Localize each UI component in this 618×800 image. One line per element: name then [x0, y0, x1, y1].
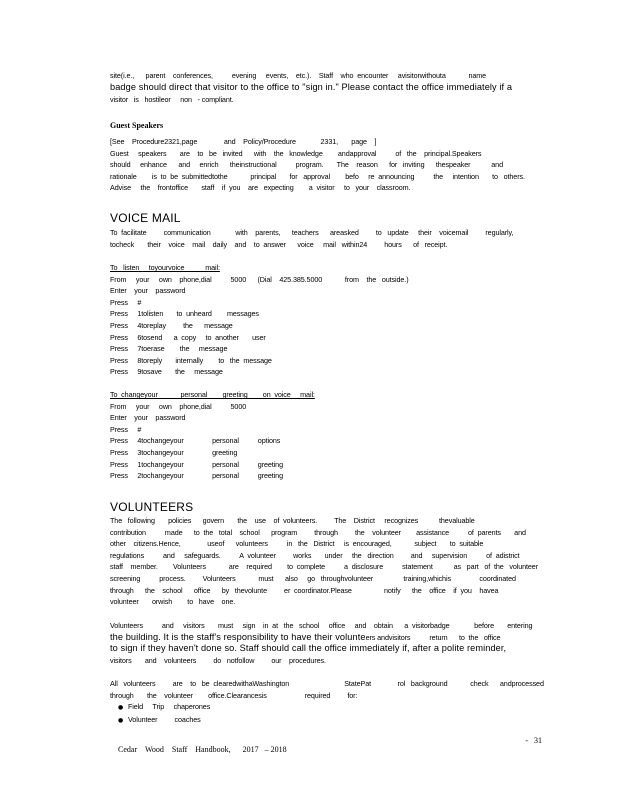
bullet-icon: ●: [118, 716, 124, 724]
text-line: contribution made to the total school program through the volunteer assistance of parents and: [110, 527, 526, 537]
volunteers-heading: VOLUNTEERS: [110, 500, 194, 514]
step-line: Press 6tosend a copy to another user: [110, 332, 266, 342]
step-line: Enter your password: [110, 286, 186, 296]
bullet-text: Volunteer coaches: [128, 714, 201, 724]
step-line: Press #: [110, 424, 142, 434]
text-line: other citizens.Hence, useof volunteers in the District is encouraged, subject to suitable: [110, 539, 484, 549]
voice-mail-intro: [110, 227, 570, 250]
step-line: Press 1tochangeyour personal greeting: [110, 459, 283, 469]
text-line: rationale is to be submittedtothe principal for approval befo re announcing the intention to others.: [110, 171, 525, 181]
text-line: [See Procedure2321,page and Policy/Procedure 2331, page ]: [110, 137, 377, 146]
guest-speakers-body: [110, 136, 570, 194]
text-line: All volunteers are to be clearedwithaWashington StatePat rol background check andprocessed: [110, 679, 544, 688]
text-line: The following policies govern the use of volunteers. The District recognizes thevaluable: [110, 516, 475, 525]
text-line: regulations and safeguards. A volunteer works under the direction and supervision of adistrict: [110, 550, 520, 560]
step-line: From your own phone,dial 5000 (Dial 425.385.5000 from the outside.): [110, 274, 409, 284]
greeting-instructions: [110, 389, 570, 482]
volunteers-para-3: [110, 678, 570, 726]
text-line-mixed: [110, 632, 570, 644]
text-line: Advise the frontoffice staff if you are expecting a visitor to your classroom.: [110, 183, 411, 193]
step-line: Press 4tochangeyour personal options: [110, 436, 281, 446]
listen-title: To listen toyourvoice mail:: [110, 263, 220, 272]
page-number: - 31: [525, 736, 542, 745]
step-line: From your own phone,dial 5000: [110, 401, 247, 411]
text-line: visitors and volunteers do notfollow our procedures.: [110, 655, 326, 665]
text-line: staff member. Volunteers are required to complete a disclosure statement as part of the volunteer: [110, 562, 538, 572]
text-span: ers andvisitors return to the office: [365, 632, 501, 642]
text-line: To facilitate communication with parents, teachers areasked to update their voicemail regularly,: [110, 228, 514, 237]
text-line: tocheck their voice mail daily and to answer voice mail within24 hours of receipt.: [110, 239, 448, 249]
step-line: Press 2tochangeyour personal greeting: [110, 471, 283, 481]
text-line: to sign if they haven't done so. Staff should call the office immediately if, after a polite reminder,: [110, 643, 507, 654]
step-line: Press 1tolisten to unheard messages: [110, 309, 259, 319]
footer-text: Cedar Wood Staff Handbook, 2017 – 2018: [118, 745, 287, 754]
step-line: Press #: [110, 297, 142, 307]
text-line: screening process. Volunteers must also go throughvolunteer training,whichis coordinated: [110, 573, 516, 583]
text-line: Volunteers and visitors must sign in at the school office and obtain a visitorbadge before entering: [110, 621, 533, 630]
listen-instructions: [110, 262, 570, 378]
bullet-item: [110, 701, 570, 714]
step-line: Press 8toreply internally to the message: [110, 355, 272, 365]
voice-mail-heading: VOICE MAIL: [110, 211, 181, 225]
step-line: Press 7toerase the message: [110, 344, 228, 354]
step-line: Enter your password: [110, 413, 186, 423]
top-line-1: site(i.e., parent conferences, evening events, etc.). Staff who encounter avisitorwithouta name: [110, 71, 487, 80]
text-line: should enhance and enrich theinstructional program. The reason for inviting thespeaker and: [110, 160, 503, 170]
greeting-title: To changeyour personal greeting on voice mail:: [110, 390, 315, 399]
guest-speakers-heading: Guest Speakers: [110, 121, 164, 130]
text-line: through the volunteer office.Clearancesis required for:: [110, 690, 358, 700]
text-line: volunteer orwish to have one.: [110, 597, 236, 607]
top-line-2: badge should direct that visitor to the office to "sign in." Please contact the office immediately if a: [110, 82, 513, 92]
page-footer: [110, 736, 542, 772]
step-line: Press 3tochangeyour greeting: [110, 447, 238, 457]
volunteers-para-2: [110, 620, 570, 666]
bullet-text: Field Trip chaperones: [128, 702, 211, 712]
top-line-3: visitor is hostileor non - compliant.: [110, 95, 234, 104]
text-line: through the school office by thevolunte er coordinator.Please notify the office if you havea: [110, 585, 499, 595]
bullet-item: [110, 714, 570, 727]
volunteers-para-1: [110, 515, 570, 608]
step-line: Press 4toreplay the message: [110, 320, 233, 330]
bullet-icon: ●: [118, 704, 124, 712]
text-span: the building. It is the staff's responsibility to have their volunte: [110, 631, 366, 642]
text-line: Guest speakers are to be invited with the knowledge andapproval of the principal.Speakers: [110, 148, 482, 158]
step-line: Press 9tosave the message: [110, 367, 223, 377]
